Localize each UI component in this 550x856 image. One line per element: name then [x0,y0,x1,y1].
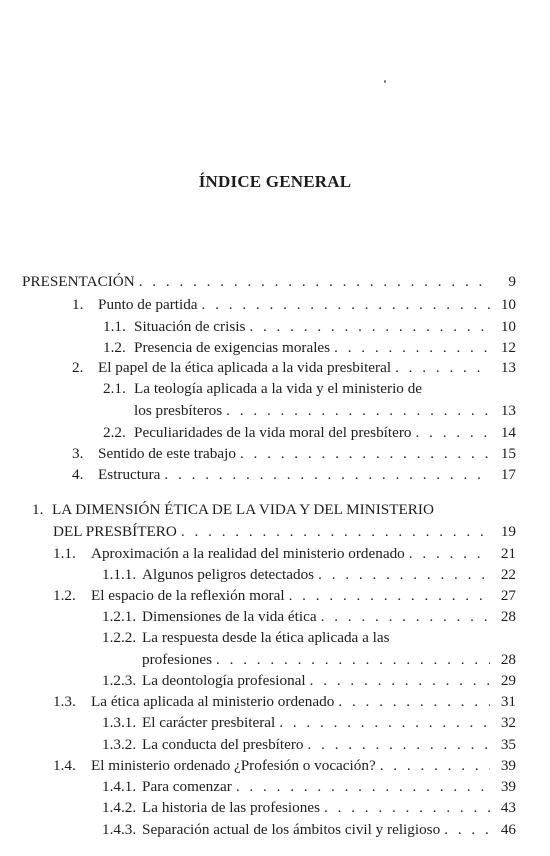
toc-entry: 1.4.3. Separación actual de los ámbitos civil y religioso . . . 46 [102,820,516,840]
toc-entry: 2. El papel de la ética aplicada a la vida presbiteral . . . 13 [72,358,516,378]
toc-entry: 1.2.1. Dimensiones de la vida ética . . . 28 [102,607,516,627]
toc-entry: 1.1. Aproximación a la realidad del ministerio ordenado . . . 21 [53,544,516,564]
toc-chapter: DEL PRESBÍTERO . . . 19 [53,522,516,542]
toc-chapter: 1. LA DIMENSIÓN ÉTICA DE LA VIDA Y DEL MINISTERIO [32,501,434,518]
toc-entry: profesiones . . . 28 [142,650,516,670]
toc-entry: 1.3.2. La conducta del presbítero . . . 35 [102,735,516,755]
toc-entry: los presbíteros . . . 13 [134,401,516,421]
toc-entry: 1.4.2. La historia de las profesiones . . . 43 [102,798,516,818]
toc-entry: 1.2.2. La respuesta desde la ética aplicada a las [102,629,390,646]
toc-entry: 1.2.3. La deontología profesional . . . 29 [102,671,516,691]
toc-entry: 1.2. Presencia de exigencias morales . . . 12 [103,338,516,358]
toc-entry: 1.4. El ministerio ordenado ¿Profesión o vocación? . . . 39 [53,756,516,776]
toc-entry: 3. Sentido de este trabajo . . . 15 [72,444,516,464]
toc-entry: 1.2. El espacio de la reflexión moral . . . 27 [53,586,516,606]
toc-entry: PRESENTACIÓN . . . 9 [22,272,516,292]
toc-entry: 2.1. La teología aplicada a la vida y el ministerio de [103,380,423,397]
toc-entry: 1.1.1. Algunos peligros detectados . . . 22 [102,565,516,585]
toc-entry: 1.3.1. El carácter presbiteral . . . 32 [102,713,516,733]
page-title: ÍNDICE GENERAL [198,172,352,191]
toc-entry: 1.4.1. Para comenzar . . . 39 [102,777,516,797]
toc-entry: 2.2. Peculiaridades de la vida moral del presbítero . . . 14 [103,423,516,443]
toc-entry: 1.3. La ética aplicada al ministerio ordenado . . . 31 [53,692,516,712]
toc-entry: 1.1. Situación de crisis . . . 10 [103,317,516,337]
toc-entry: 4. Estructura . . . 17 [72,465,516,485]
toc-entry: 1. Punto de partida . . . 10 [72,295,516,315]
